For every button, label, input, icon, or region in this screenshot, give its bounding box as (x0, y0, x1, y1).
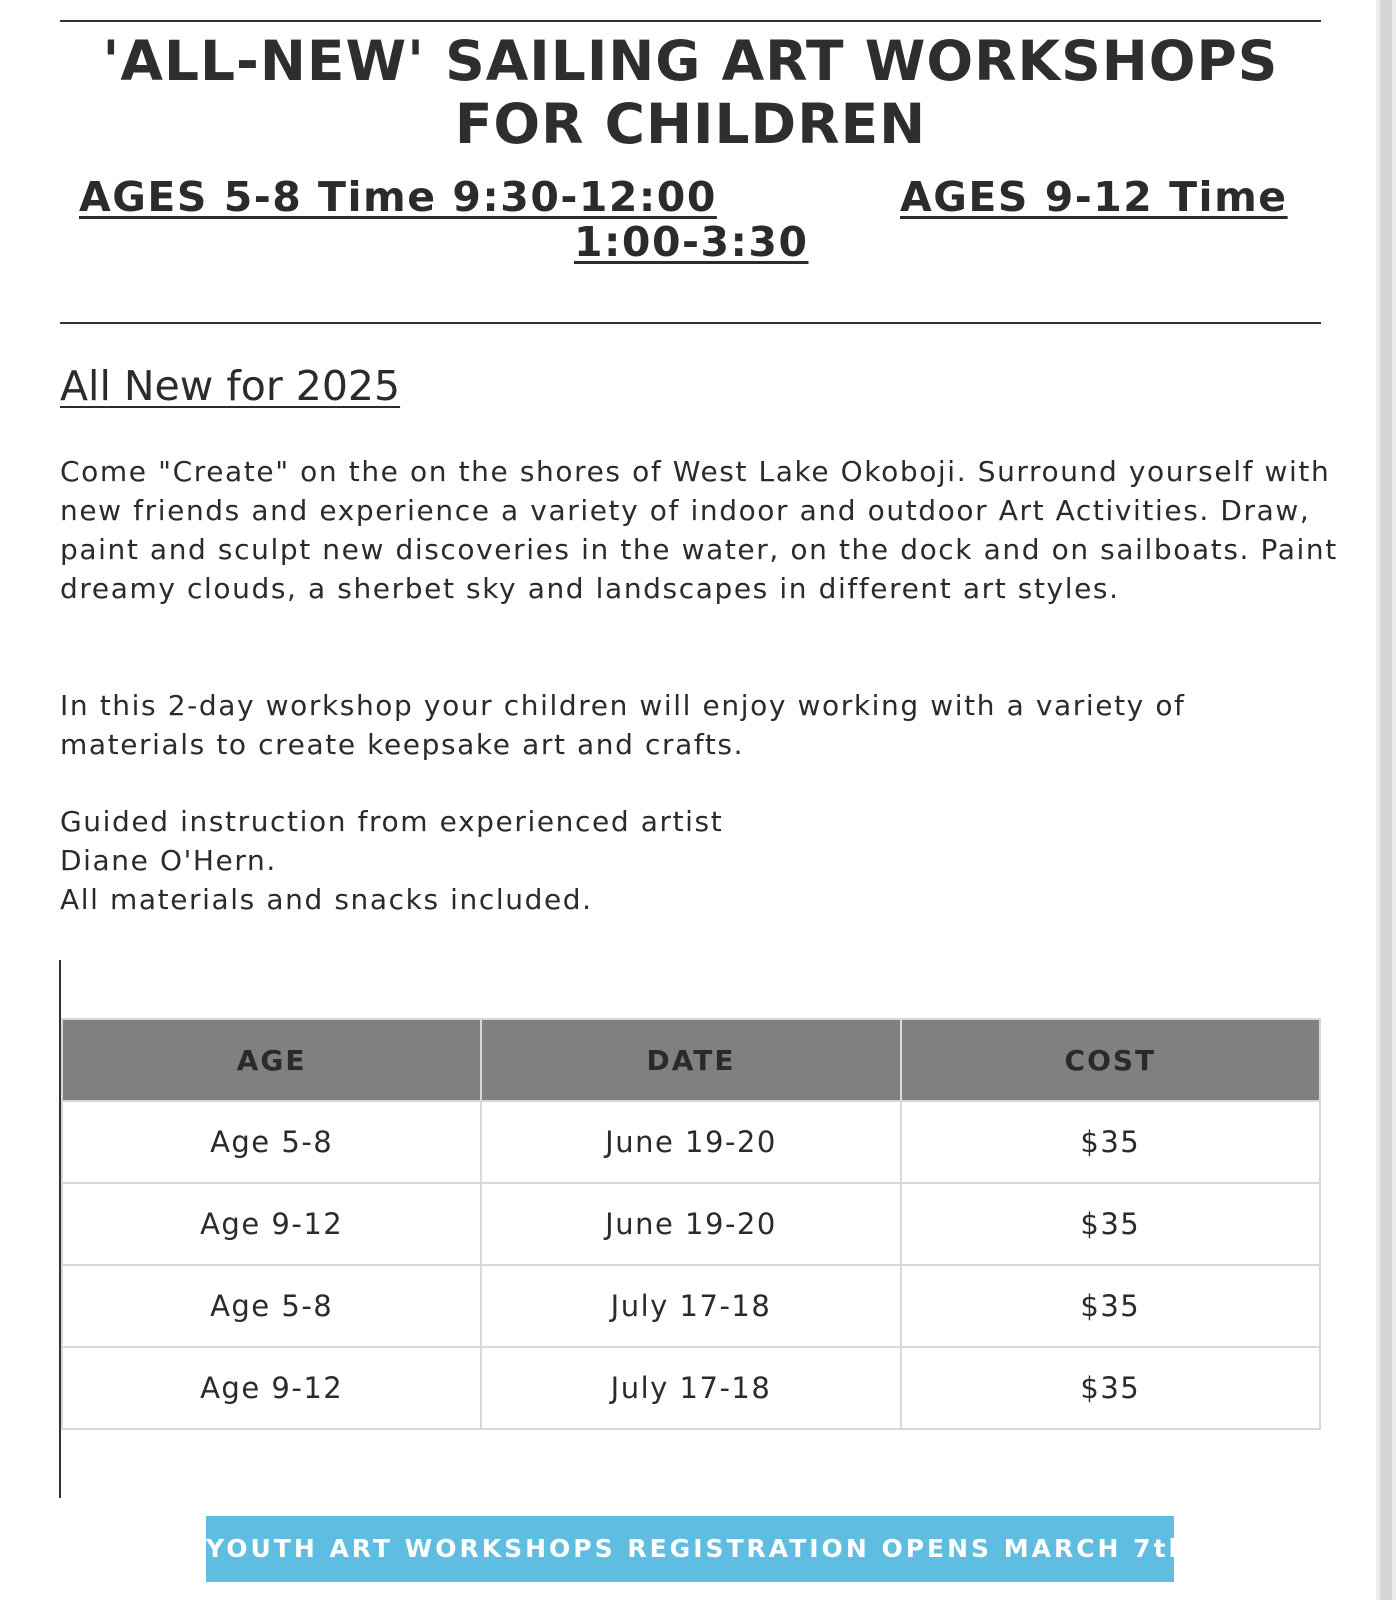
cell-date: July 17-18 (481, 1265, 900, 1347)
workshop-paragraph: In this 2-day workshop your children will enjoy working with a variety of materials to create keepsake art and crafts. (60, 689, 1186, 761)
cell-cost: $35 (901, 1183, 1320, 1265)
cell-date: June 19-20 (481, 1183, 900, 1265)
cell-age: Age 9-12 (62, 1183, 481, 1265)
schedule-ages-5-8: AGES 5-8 Time 9:30-12:00 (79, 173, 717, 221)
cell-cost: $35 (901, 1347, 1320, 1429)
cell-cost: $35 (901, 1265, 1320, 1347)
cell-date: June 19-20 (481, 1101, 900, 1183)
cell-cost: $35 (901, 1101, 1320, 1183)
schedule-ages-9-12: AGES 9-12 Time (900, 173, 1288, 221)
cell-age: Age 5-8 (62, 1265, 481, 1347)
table-header-row (62, 1019, 1320, 1101)
page-title (60, 30, 1321, 156)
header-cost: COST (901, 1019, 1320, 1101)
cell-age: Age 9-12 (62, 1347, 481, 1429)
top-divider (60, 20, 1321, 22)
table-row (62, 1265, 1320, 1347)
section-divider (60, 322, 1321, 324)
instructor-line-3: All materials and snacks included. (60, 883, 593, 916)
instructor-paragraph (60, 802, 1340, 919)
intro-paragraph: Come "Create" on the on the shores of West Lake Okoboji. Surround yourself with new friends and experience a variety of indoor and outdoor Art Activities. Draw, paint and sculpt new discoveries in the water, on the dock and on sailboats. Paint dreamy clouds, a sherbet sky and landscapes in different art styles. (60, 455, 1338, 605)
scrollbar-thumb[interactable] (1380, 0, 1392, 1600)
schedule-table (61, 1018, 1321, 1430)
title-line-1: 'ALL-NEW' SAILING ART WORKSHOPS (102, 29, 1279, 93)
cell-date: July 17-18 (481, 1347, 900, 1429)
section-heading: All New for 2025 (60, 362, 401, 410)
instructor-line-2: Diane O'Hern. (60, 844, 277, 877)
cell-age: Age 5-8 (62, 1101, 481, 1183)
instructor-line-1: Guided instruction from experienced artist (60, 805, 724, 838)
header-date: DATE (481, 1019, 900, 1101)
schedule-time-afternoon: 1:00-3:30 (574, 218, 809, 266)
table-row (62, 1183, 1320, 1265)
registration-button[interactable]: YOUTH ART WORKSHOPS REGISTRATION OPENS MARCH 7th (206, 1516, 1174, 1582)
table-row (62, 1101, 1320, 1183)
title-line-2: FOR CHILDREN (454, 92, 927, 156)
table-row (62, 1347, 1320, 1429)
header-age: AGE (62, 1019, 481, 1101)
